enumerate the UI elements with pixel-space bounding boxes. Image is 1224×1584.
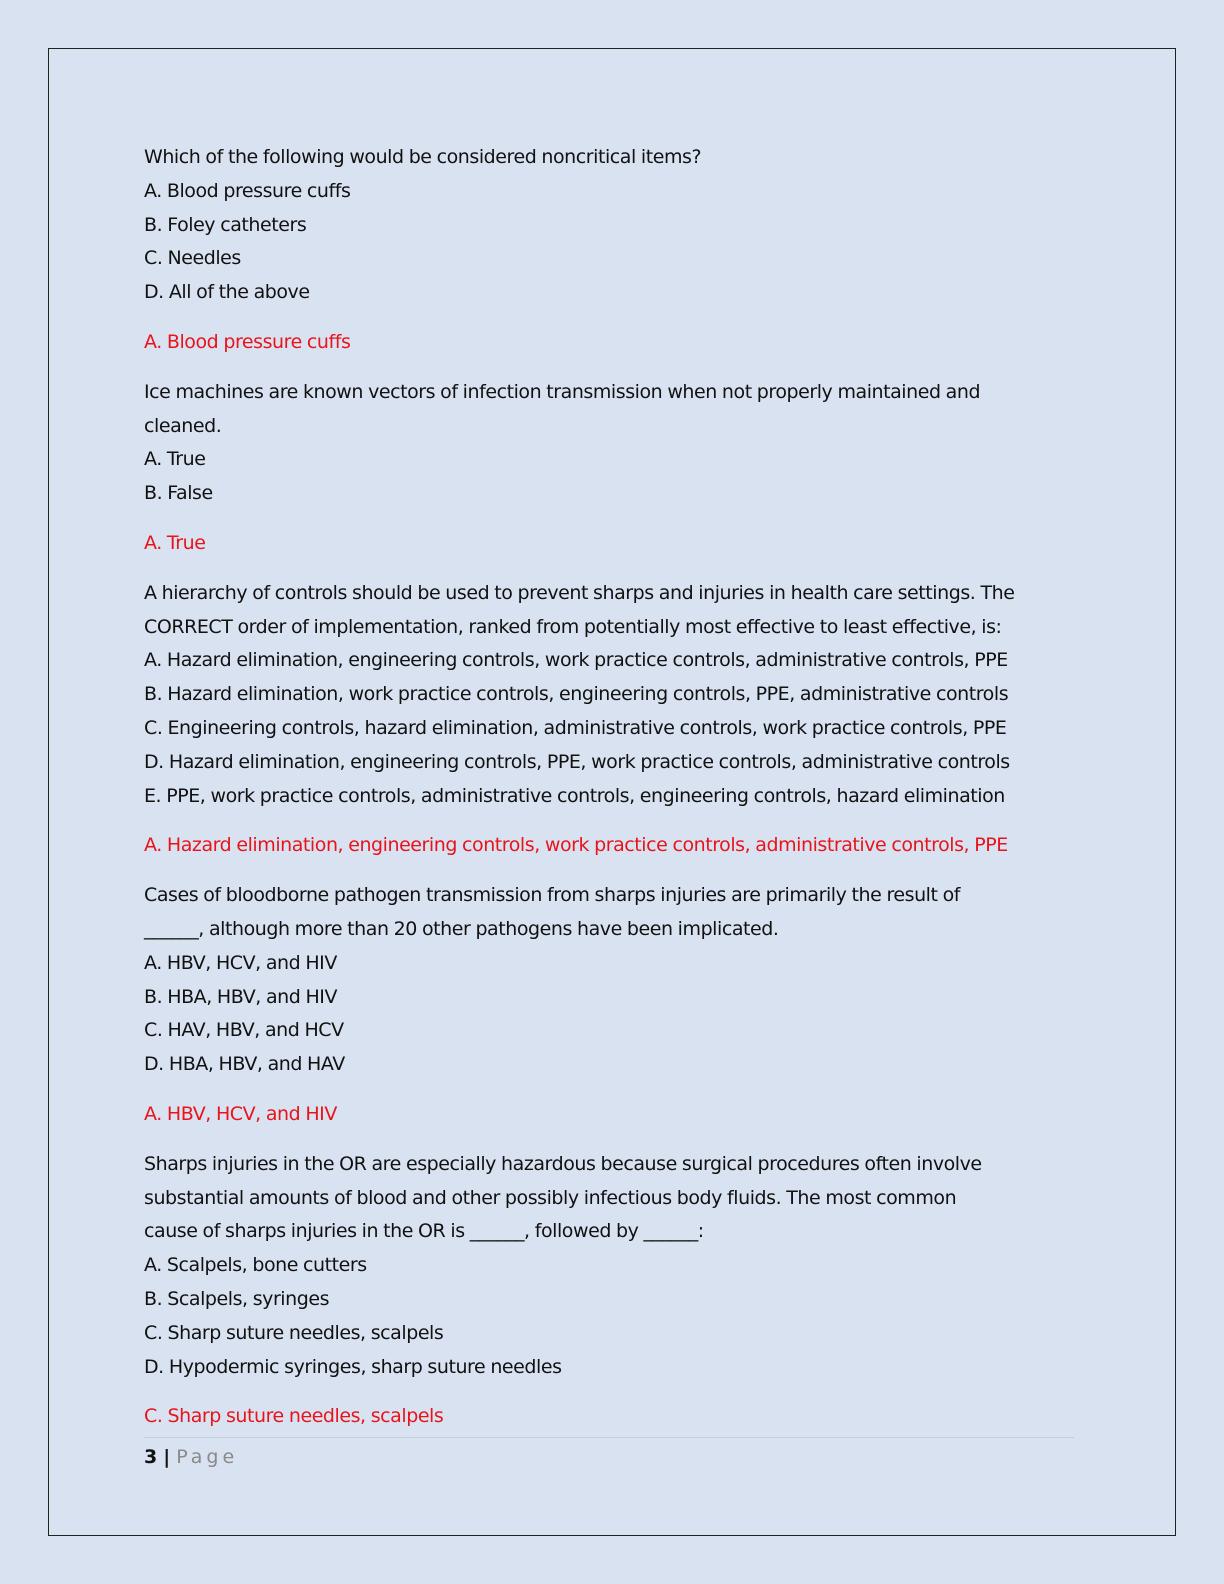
option: C. Sharp suture needles, scalpels [144, 1321, 444, 1344]
question-text [144, 141, 1084, 175]
question-text [144, 1148, 1084, 1249]
question-line: cleaned. [144, 414, 222, 437]
question-block [144, 879, 1084, 1132]
option: A. True [144, 448, 206, 471]
answer-text: A. Hazard elimination, engineering controls, work practice controls, administrative controls, PPE [144, 834, 1008, 857]
option: A. Hazard elimination, engineering controls, work practice controls, administrative controls, PPE [144, 649, 1008, 672]
page-footer [144, 1437, 1074, 1472]
question-line: cause of sharps injuries in the OR is ______, followed by ______: [144, 1220, 704, 1243]
answer-text: C. Sharp suture needles, scalpels [144, 1405, 444, 1428]
option: C. HAV, HBV, and HCV [144, 1019, 344, 1042]
question-text [144, 376, 1084, 444]
question-text [144, 879, 1084, 947]
option: A. Blood pressure cuffs [144, 179, 351, 202]
answer-text: A. True [144, 531, 206, 554]
question-block [144, 577, 1084, 863]
question-line: Ice machines are known vectors of infection transmission when not properly maintained and [144, 380, 981, 403]
option: B. Scalpels, syringes [144, 1287, 330, 1310]
option: B. HBA, HBV, and HIV [144, 985, 337, 1008]
page-label: Page [176, 1446, 239, 1468]
question-block [144, 141, 1084, 360]
question-line: substantial amounts of blood and other possibly infectious body fluids. The most common [144, 1186, 957, 1209]
option: D. Hazard elimination, engineering controls, PPE, work practice controls, administrative controls [144, 750, 1010, 773]
option: E. PPE, work practice controls, administrative controls, engineering controls, hazard elimination [144, 784, 1005, 807]
question-line: Which of the following would be considered noncritical items? [144, 146, 702, 168]
question-text [144, 577, 1084, 645]
option: D. HBA, HBV, and HAV [144, 1053, 345, 1076]
option: B. Hazard elimination, work practice controls, engineering controls, PPE, administrative controls [144, 683, 1009, 706]
option: D. All of the above [144, 281, 310, 304]
option: C. Needles [144, 247, 241, 270]
option: B. Foley catheters [144, 213, 307, 236]
footer-separator: | [163, 1446, 171, 1468]
option: D. Hypodermic syringes, sharp suture needles [144, 1355, 562, 1378]
document-body [144, 141, 1084, 1450]
answer-text: A. Blood pressure cuffs [144, 330, 351, 353]
question-line: CORRECT order of implementation, ranked from potentially most effective to least effective, is: [144, 615, 1002, 638]
option: A. Scalpels, bone cutters [144, 1254, 367, 1277]
question-block [144, 1148, 1084, 1434]
question-line: ______, although more than 20 other pathogens have been implicated. [144, 917, 779, 940]
answer-text: A. HBV, HCV, and HIV [144, 1102, 337, 1125]
question-block [144, 376, 1084, 561]
option: B. False [144, 482, 213, 505]
question-line: Sharps injuries in the OR are especially hazardous because surgical procedures often involve [144, 1152, 982, 1175]
question-line: A hierarchy of controls should be used to prevent sharps and injuries in health care settings. The [144, 581, 1015, 604]
option: A. HBV, HCV, and HIV [144, 951, 337, 974]
option: C. Engineering controls, hazard elimination, administrative controls, work practice controls, PPE [144, 716, 1007, 739]
question-line: Cases of bloodborne pathogen transmission from sharps injuries are primarily the result of [144, 884, 960, 907]
page-number: 3 [144, 1446, 158, 1468]
